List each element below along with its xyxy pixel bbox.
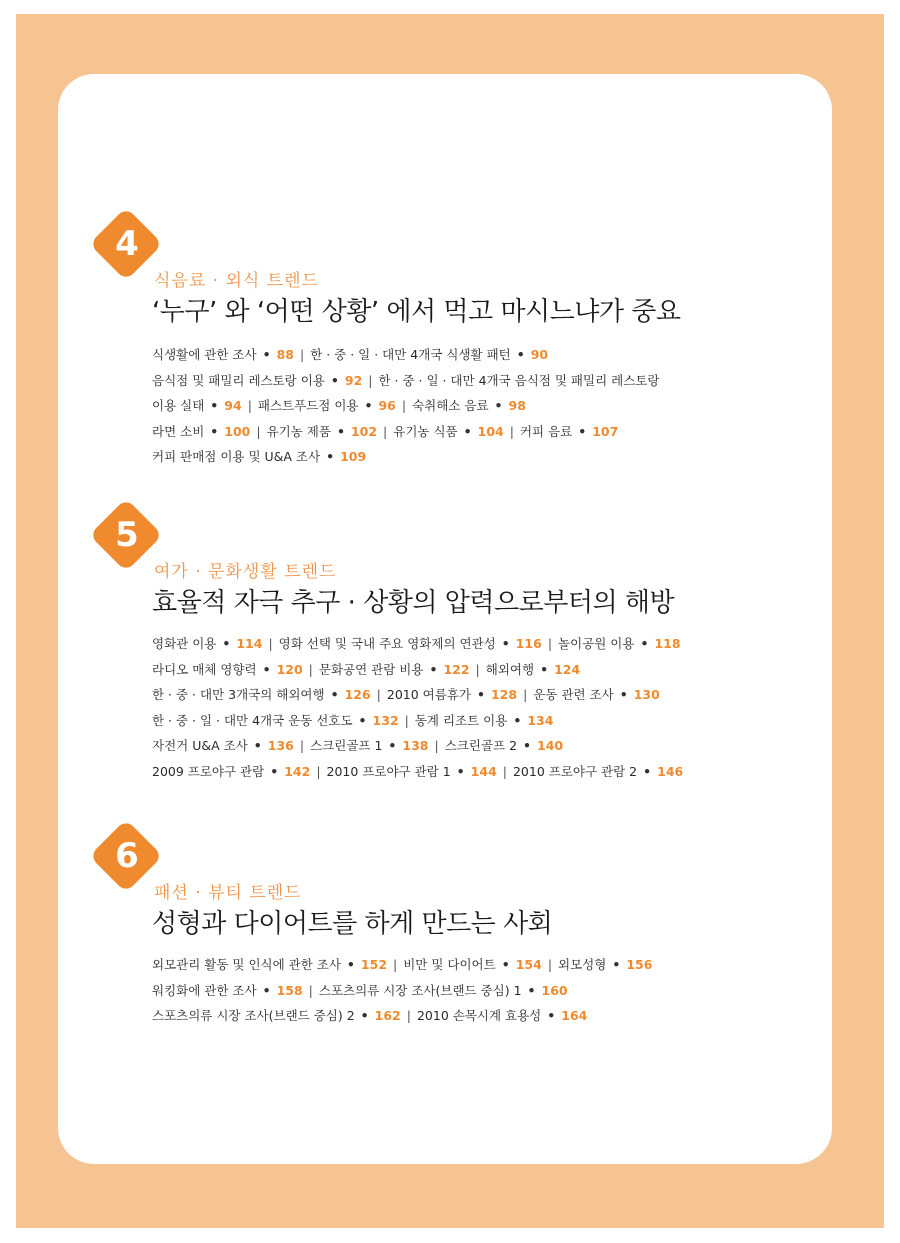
- page-number: 90: [530, 347, 549, 362]
- topic-line: [152, 708, 683, 734]
- bullet-dot: •: [463, 423, 472, 439]
- page-number: 146: [657, 763, 684, 779]
- topic-line: [152, 733, 683, 759]
- section-title: ‘누구’ 와 ‘어떤 상황’ 에서 먹고 마시느냐가 중요: [152, 297, 681, 327]
- separator: |: [268, 636, 273, 651]
- page-number: 132: [372, 712, 399, 728]
- page-number: 96: [378, 398, 396, 413]
- topic-line: [152, 631, 683, 657]
- section-number: 5: [115, 515, 139, 555]
- separator: |: [547, 957, 553, 972]
- page-number: 118: [654, 636, 681, 651]
- topic-title: 한 · 중 · 일 · 대만 4개국 음식점 및 패밀리 레스토랑: [378, 372, 660, 388]
- topic-title: 스포츠의류 시장 조사(브랜드 중심) 1: [318, 982, 522, 998]
- page-number: 116: [515, 636, 542, 651]
- page-number: 158: [276, 982, 303, 998]
- section-category: 패션 · 뷰티 트렌드: [154, 883, 302, 903]
- page-number: 136: [267, 738, 294, 753]
- bullet-dot: •: [547, 1008, 556, 1023]
- topic-title: 식생활에 관한 조사: [152, 347, 257, 362]
- topic-title: 패스트푸드점 이용: [257, 398, 359, 413]
- topic-title: 2010 프로야구 관람 1: [326, 763, 451, 779]
- page-number: 142: [284, 763, 311, 779]
- topic-line: [152, 393, 659, 419]
- page-number: 109: [340, 449, 367, 464]
- topic-title: 유기농 제품: [266, 423, 331, 439]
- bullet-dot: •: [612, 957, 621, 972]
- page-number: 162: [374, 1008, 401, 1023]
- bullet-dot: •: [513, 712, 522, 728]
- bullet-dot: •: [330, 687, 339, 702]
- topic-line: [152, 368, 659, 394]
- topic-list: [152, 952, 652, 1029]
- topic-title: 워킹화에 관한 조사: [152, 982, 257, 998]
- separator: |: [383, 423, 388, 439]
- bullet-dot: •: [270, 763, 279, 779]
- bullet-dot: •: [501, 957, 510, 972]
- topic-title: 스크린골프 2: [444, 738, 518, 753]
- topic-title: 스포츠의류 시장 조사(브랜드 중심) 2: [152, 1008, 355, 1023]
- topic-title: 2010 프로야구 관람 2: [512, 763, 638, 779]
- topic-line: [152, 1003, 652, 1029]
- page-number: 107: [592, 423, 619, 439]
- topic-list: [152, 631, 683, 784]
- topic-line: [152, 952, 652, 978]
- topic-title: 자전거 U&A 조사: [152, 738, 248, 753]
- bullet-dot: •: [253, 738, 262, 753]
- bullet-dot: •: [494, 398, 503, 413]
- topic-title: 유기농 식품: [393, 423, 458, 439]
- topic-title: 2009 프로야구 관람: [152, 763, 265, 779]
- separator: |: [523, 687, 528, 702]
- topic-line: [152, 444, 659, 470]
- bullet-dot: •: [619, 687, 628, 702]
- separator: |: [308, 982, 313, 998]
- bullet-dot: •: [364, 398, 373, 413]
- bullet-dot: •: [578, 423, 587, 439]
- page-number: 122: [443, 661, 470, 677]
- bullet-dot: •: [640, 636, 649, 651]
- bullet-dot: •: [262, 661, 271, 677]
- topic-line: [152, 342, 659, 368]
- separator: |: [475, 661, 480, 677]
- bullet-dot: •: [262, 347, 271, 362]
- topic-title: 음식점 및 패밀리 레스토랑 이용: [152, 372, 325, 388]
- topic-title: 외모성형: [558, 957, 607, 972]
- topic-title: 스크린골프 1: [310, 738, 383, 753]
- topic-title: 라디오 매체 영향력: [152, 661, 257, 677]
- page-number: 156: [626, 957, 653, 972]
- topic-title: 외모관리 활동 및 인식에 관한 조사: [152, 957, 341, 972]
- topic-title: 한 · 중 · 대만 3개국의 해외여행: [152, 687, 325, 702]
- page-number: 120: [276, 661, 303, 677]
- bullet-dot: •: [346, 957, 355, 972]
- bullet-dot: •: [358, 712, 367, 728]
- topic-list: [152, 342, 659, 470]
- page-number: 100: [224, 423, 251, 439]
- topic-title: 놀이공원 이용: [558, 636, 635, 651]
- page-number: 102: [350, 423, 378, 439]
- topic-title: 비만 및 다이어트: [403, 957, 496, 972]
- page-number: 92: [344, 372, 363, 388]
- bullet-dot: •: [643, 763, 652, 779]
- page-number: 154: [515, 957, 542, 972]
- bullet-dot: •: [476, 687, 485, 702]
- page-number: 144: [470, 763, 497, 779]
- page-number: 114: [236, 636, 263, 651]
- page-number: 128: [490, 687, 518, 702]
- section-number: 6: [115, 836, 139, 876]
- page-number: 98: [508, 398, 526, 413]
- page-number: 138: [402, 738, 429, 753]
- topic-title: 문화공연 관람 비용: [318, 661, 424, 677]
- section-number: 4: [115, 224, 139, 264]
- bullet-dot: •: [210, 398, 219, 413]
- bullet-dot: •: [456, 763, 465, 779]
- bullet-dot: •: [222, 636, 231, 651]
- topic-title: 숙취해소 음료: [412, 398, 489, 413]
- page-number: 152: [360, 957, 388, 972]
- separator: |: [299, 347, 305, 362]
- page-number: 140: [537, 738, 564, 753]
- section-title: 성형과 다이어트를 하게 만드는 사회: [152, 909, 553, 939]
- topic-title: 커피 음료: [519, 423, 573, 439]
- section-title: 효율적 자극 추구 · 상황의 압력으로부터의 해방: [152, 588, 675, 618]
- bullet-dot: •: [262, 982, 271, 998]
- separator: |: [368, 372, 373, 388]
- topic-title: 해외여행: [485, 661, 535, 677]
- bullet-dot: •: [540, 661, 549, 677]
- page-number: 126: [344, 687, 371, 702]
- section-category: 여가 · 문화생활 트렌드: [154, 562, 337, 582]
- topic-title: 동계 리조트 이용: [414, 712, 508, 728]
- separator: |: [502, 763, 507, 779]
- separator: |: [401, 398, 407, 413]
- page-number: 130: [633, 687, 660, 702]
- separator: |: [376, 687, 381, 702]
- topic-line: [152, 978, 652, 1004]
- topic-title: 커피 판매점 이용 및 U&A 조사: [152, 449, 321, 464]
- page-number: 134: [527, 712, 554, 728]
- page-number: 94: [224, 398, 242, 413]
- page-number: 88: [276, 347, 294, 362]
- topic-title: 이용 실태: [152, 398, 205, 413]
- section-category: 식음료 · 외식 트렌드: [154, 271, 319, 291]
- topic-title: 한 · 중 · 일 · 대만 4개국 운동 선호도: [152, 712, 353, 728]
- bullet-dot: •: [326, 449, 335, 464]
- topic-title: 영화 선택 및 국내 주요 영화제의 연관성: [278, 636, 496, 651]
- separator: |: [308, 661, 313, 677]
- bullet-dot: •: [501, 636, 510, 651]
- separator: |: [256, 423, 261, 439]
- bullet-dot: •: [523, 738, 532, 753]
- separator: |: [434, 738, 439, 753]
- bullet-dot: •: [330, 372, 339, 388]
- page-number: 104: [477, 423, 504, 439]
- bullet-dot: •: [210, 423, 219, 439]
- bullet-dot: •: [527, 982, 536, 998]
- topic-line: [152, 657, 683, 683]
- topic-title: 운동 관련 조사: [533, 687, 614, 702]
- bullet-dot: •: [336, 423, 345, 439]
- page-number: 124: [554, 661, 581, 677]
- bullet-dot: •: [388, 738, 397, 753]
- separator: |: [393, 957, 398, 972]
- bullet-dot: •: [516, 347, 525, 362]
- separator: |: [509, 423, 514, 439]
- topic-line: [152, 759, 683, 785]
- topic-line: [152, 682, 683, 708]
- separator: |: [547, 636, 553, 651]
- topic-title: 2010 손목시계 효용성: [416, 1008, 542, 1023]
- separator: |: [404, 712, 409, 728]
- separator: |: [299, 738, 305, 753]
- topic-line: [152, 419, 659, 445]
- topic-title: 한 · 중 · 일 · 대만 4개국 식생활 패턴: [310, 347, 511, 362]
- bullet-dot: •: [429, 661, 438, 677]
- topic-title: 2010 여름휴가: [386, 687, 471, 702]
- topic-title: 영화관 이용: [152, 636, 217, 651]
- page-number: 160: [541, 982, 568, 998]
- separator: |: [406, 1008, 411, 1023]
- topic-title: 라면 소비: [152, 423, 205, 439]
- page-number: 164: [561, 1008, 588, 1023]
- bullet-dot: •: [360, 1008, 369, 1023]
- separator: |: [316, 763, 321, 779]
- separator: |: [247, 398, 252, 413]
